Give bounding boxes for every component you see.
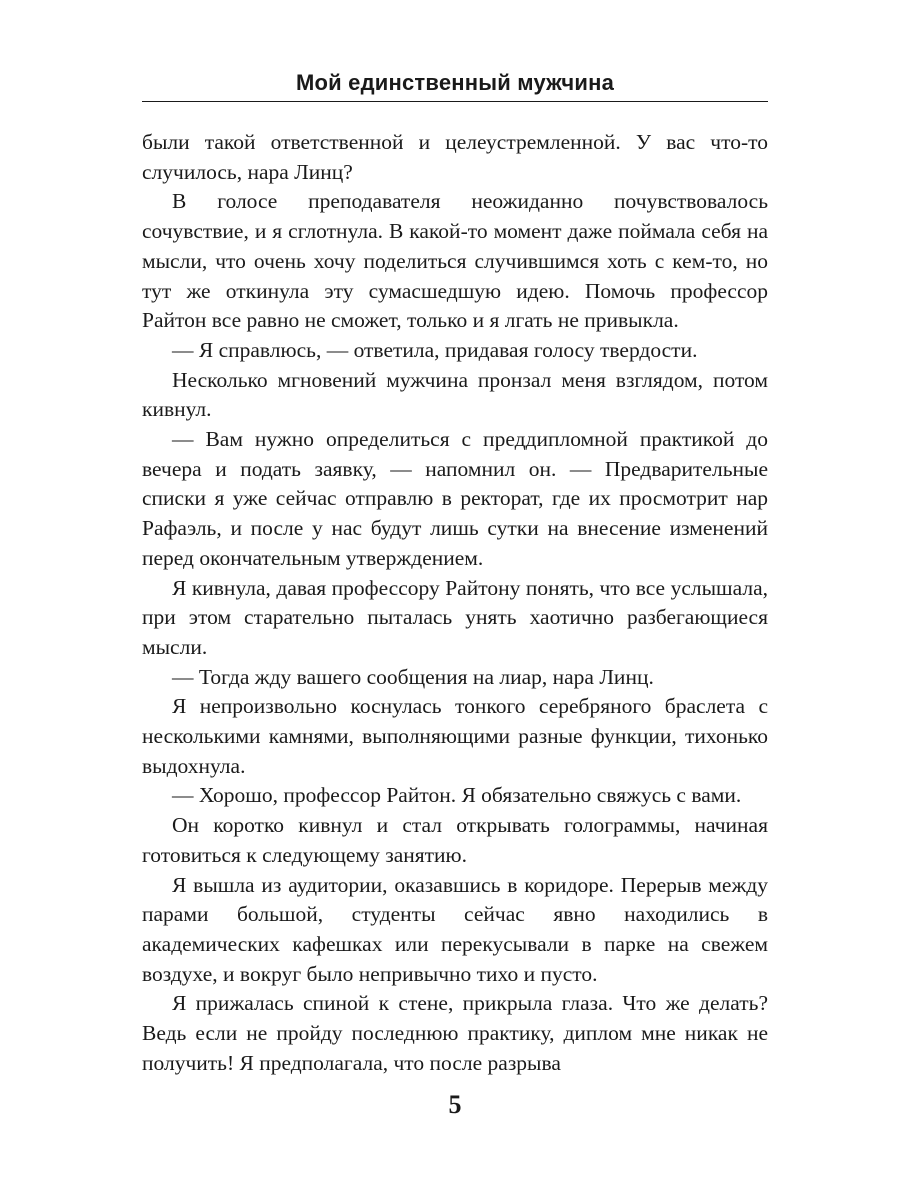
dialogue-line: — Тогда жду вашего сообщения на лиар, нара Линц. (172, 664, 654, 689)
body-text (142, 128, 768, 1079)
paragraph-continuation: были такой ответственной и целеустремленной. У вас что-то случилось, нара Линц? (142, 130, 768, 184)
paragraph: Я непроизвольно коснулась тонкого серебряного браслета с несколькими камнями, выполняющими разные функции, тихонько выдохнула. (142, 694, 768, 778)
paragraph: Я прижалась спиной к стене, прикрыла глаза. Что же делать? Ведь если не пройду последнюю практику, диплом мне никак не получить! Я предполагала, что после разрыва (142, 991, 768, 1075)
header-rule (142, 101, 768, 102)
paragraph: Я вышла из аудитории, оказавшись в коридоре. Перерыв между парами большой, студенты сейчас явно находились в академических кафешках или перекусывали в парке на свежем воздухе, и вокруг было непривычно тихо и пусто. (142, 872, 768, 986)
running-head: Мой единственный мужчина (295, 70, 615, 95)
dialogue-line: — Я справлюсь, — ответила, придавая голосу твердости. (172, 337, 698, 362)
page-number: 5 (448, 1090, 462, 1119)
paragraph: Несколько мгновений мужчина пронзал меня взглядом, потом кивнул. (142, 367, 768, 422)
paragraph: Я кивнула, давая профессору Райтону понять, что все услышала, при этом старательно пыталась унять хаотично разбегающиеся мысли. (142, 575, 768, 659)
paragraph: В голосе преподавателя неожиданно почувствовалось сочувствие, и я сглотнула. В какой-то момент даже поймала себя на мысли, что очень хочу поделиться случившимся хоть с кем-то, но тут же откинула эту сумасшедшую идею. Помочь профессор Райтон все равно не сможет, только и я лгать не привыкла. (142, 189, 768, 333)
dialogue-line: — Хорошо, профессор Райтон. Я обязательно свяжусь с вами. (172, 783, 742, 808)
dialogue-line: — Вам нужно определиться с преддипломной практикой до вечера и подать заявку, — напомнил он. — Предварительные списки я уже сейчас отправлю в ректорат, где их просмотрит нар Рафаэль, и после у нас будут лишь сутки на внесение изменений перед окончательным утверждением. (142, 427, 768, 570)
paragraph: Он коротко кивнул и стал открывать голограммы, начиная готовиться к следующему занятию. (142, 813, 768, 867)
